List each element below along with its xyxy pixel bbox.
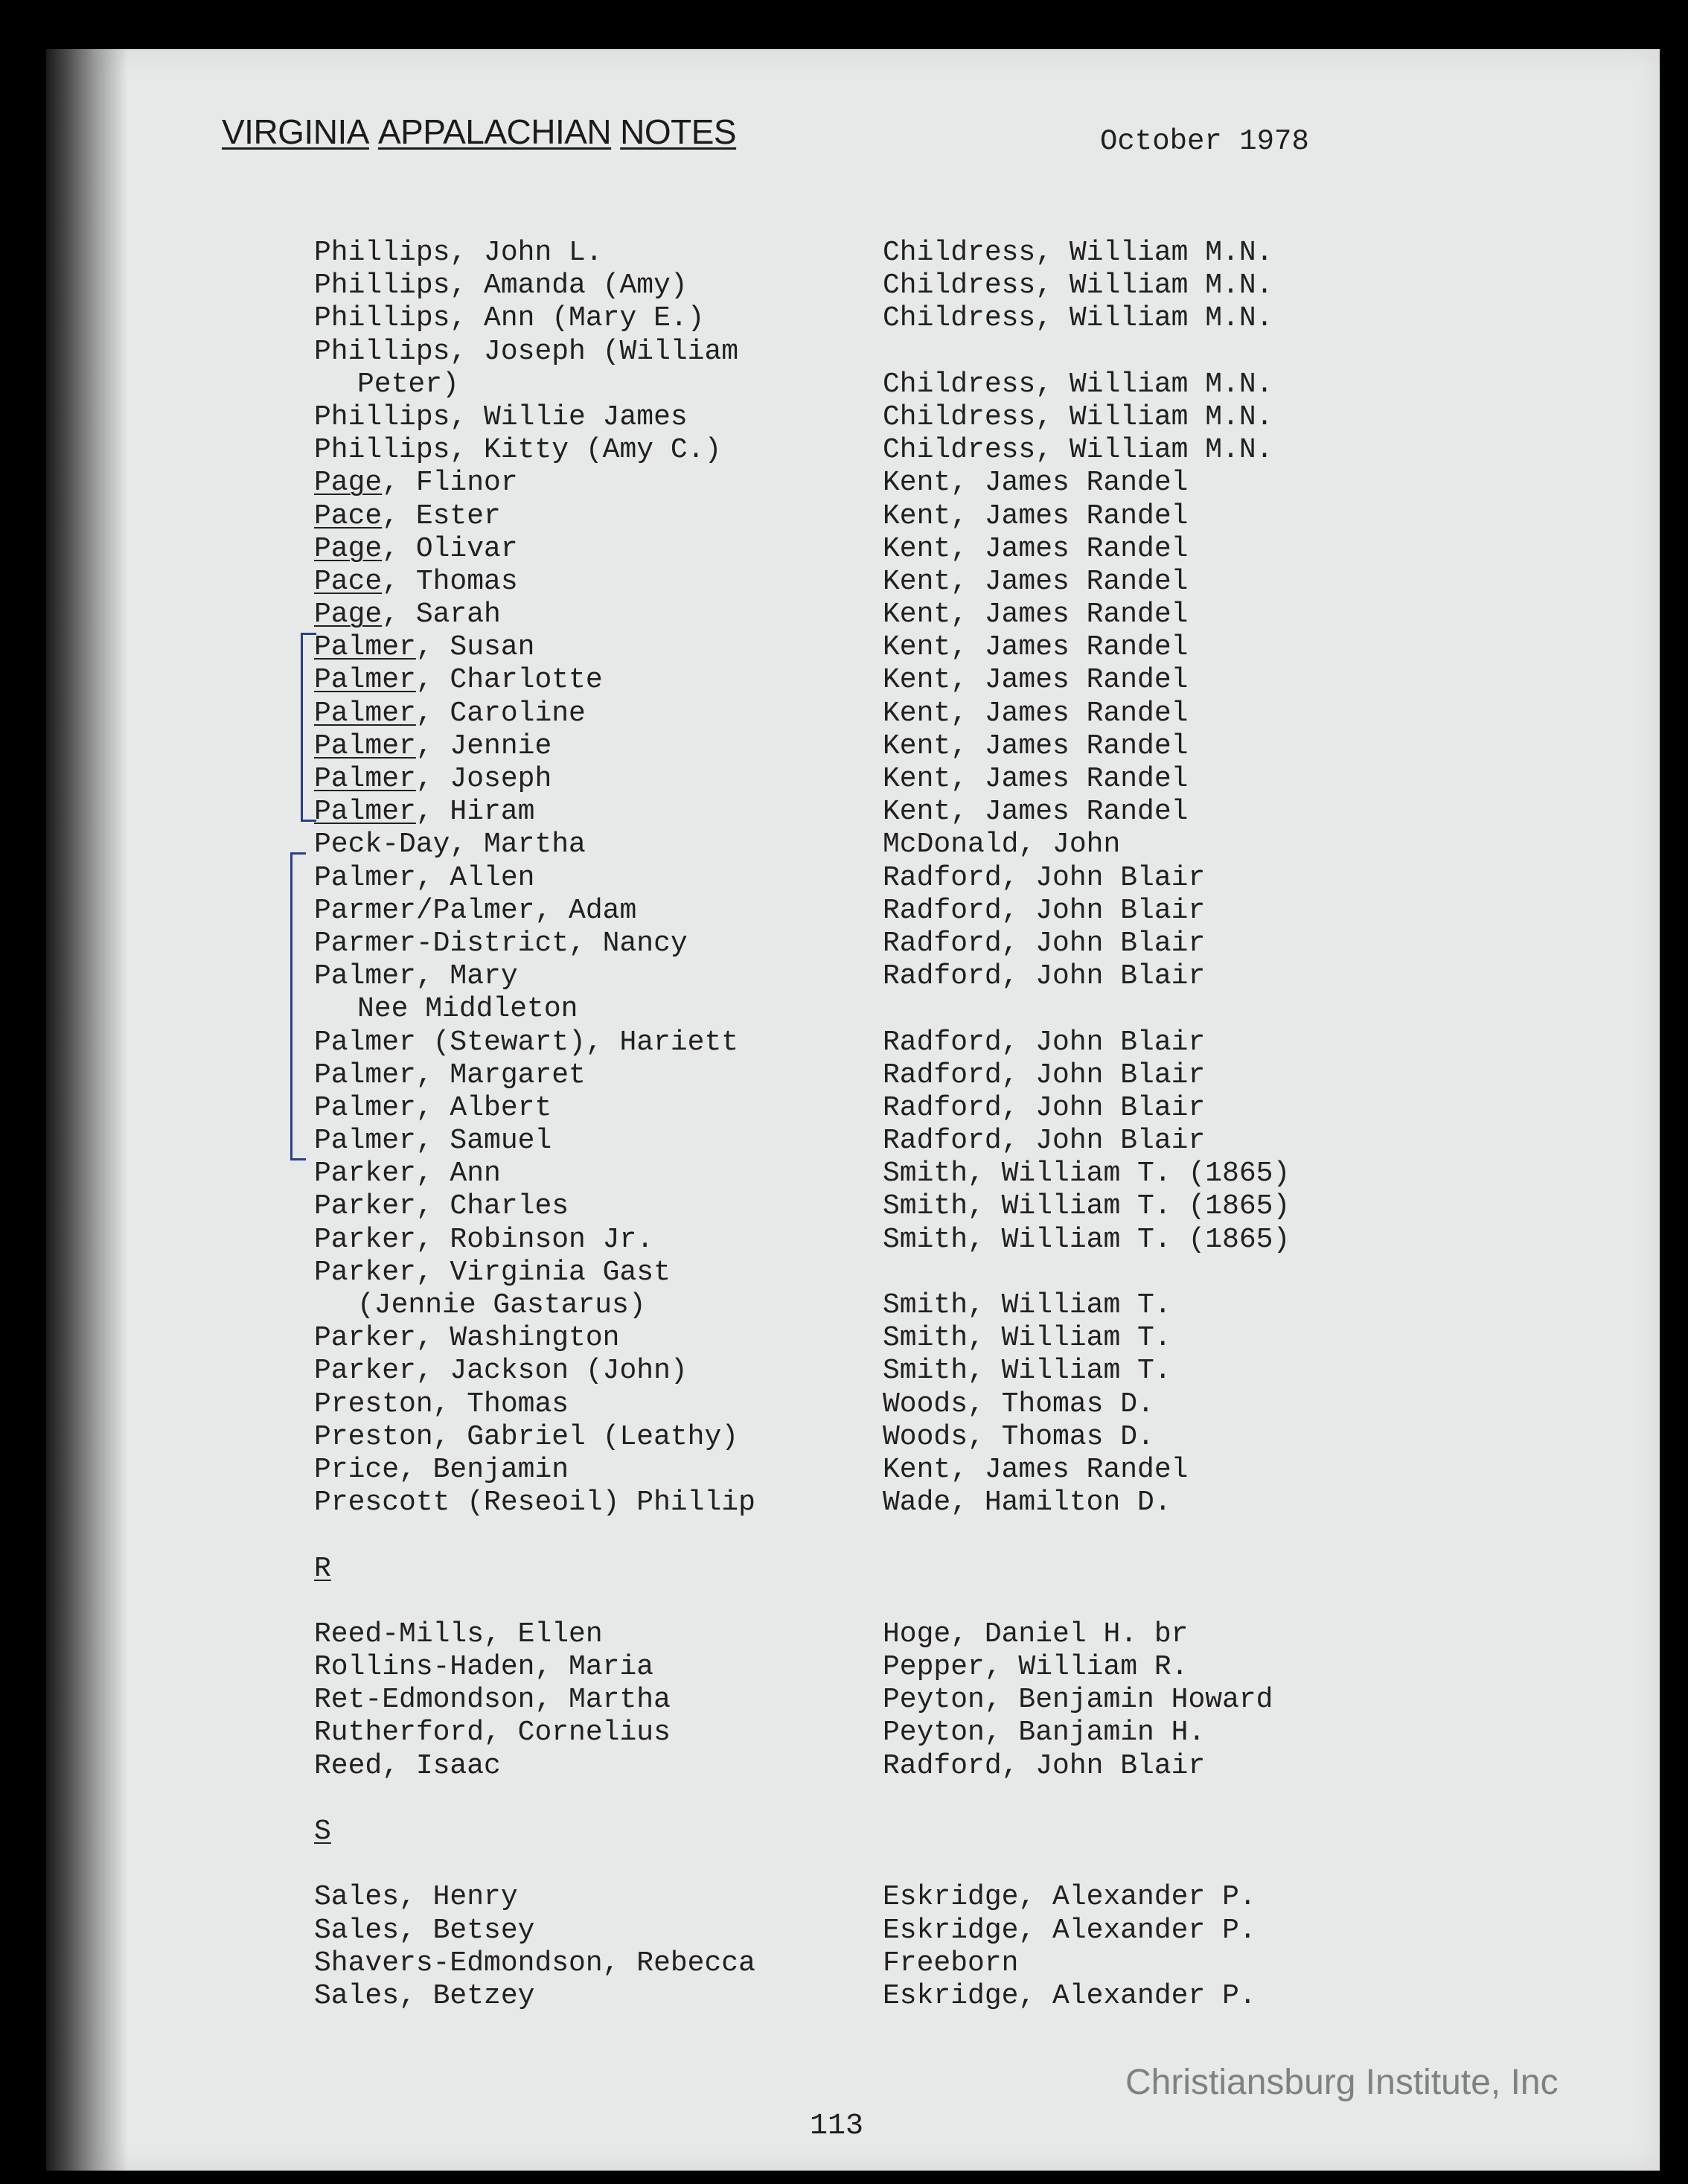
entry-owner: Eskridge, Alexander P. <box>883 1914 1256 1947</box>
entry-surname: Palmer <box>314 796 416 828</box>
entry-given-name: , Caroline <box>415 697 586 729</box>
entry-name-continued: (Jennie Gastarus) <box>357 1289 646 1321</box>
entry-owner: Childress, William M.N. <box>883 368 1273 400</box>
entry-name: Parker, Washington <box>314 1322 620 1355</box>
entry-name: Parker, Ann <box>314 1158 501 1190</box>
entry-name: Sales, Henry <box>314 1881 518 1914</box>
entry-owner: Smith, William T. (1865) <box>883 1223 1291 1256</box>
entry-owner: Childress, William M.N. <box>883 237 1273 269</box>
list-item <box>314 1453 1189 1487</box>
entry-owner: Radford, John Blair <box>883 1091 1206 1124</box>
entry-owner: Childress, William M.N. <box>883 434 1273 467</box>
entry-name-continued: Nee Middleton <box>357 993 578 1026</box>
entry-name <box>314 697 586 729</box>
entry-name: Reed-Mills, Ellen <box>314 1618 603 1650</box>
entry-owner: Peyton, Benjamin Howard <box>883 1684 1273 1717</box>
entry-owner: McDonald, John <box>883 828 1121 861</box>
list-item <box>314 796 1189 828</box>
entry-name: Rutherford, Cornelius <box>314 1717 671 1749</box>
entry-owner: Radford, John Blair <box>883 960 1206 993</box>
list-item <box>314 368 1273 401</box>
title-word: VIRGINIA <box>222 112 369 151</box>
entry-given-name: , Sarah <box>382 598 501 631</box>
entry-name <box>314 500 501 532</box>
list-item <box>314 927 1206 960</box>
entry-name: Palmer, Allen <box>314 861 535 894</box>
entry-name <box>314 566 518 598</box>
entry-owner: Eskridge, Alexander P. <box>883 1881 1256 1914</box>
entry-name: Parmer-District, Nancy <box>314 927 688 960</box>
page-number: 113 <box>810 2110 864 2143</box>
entry-owner: Smith, William T. <box>883 1322 1171 1355</box>
entry-name: Parker, Charles <box>314 1190 569 1223</box>
entry-owner: Radford, John Blair <box>883 1026 1206 1059</box>
newsletter-title <box>222 112 745 152</box>
entry-name: Rollins-Haden, Maria <box>314 1651 654 1684</box>
list-item <box>314 237 1273 269</box>
entry-surname: Palmer <box>314 664 416 697</box>
entry-owner: Smith, William T. (1865) <box>883 1158 1291 1190</box>
entry-name: Price, Benjamin <box>314 1453 569 1486</box>
s-entries <box>314 1881 1256 2013</box>
entry-owner: Radford, John Blair <box>883 927 1206 960</box>
entry-name: Parker, Virginia Gast <box>314 1256 671 1289</box>
entry-owner: Kent, James Randel <box>883 565 1189 598</box>
entry-name: Sales, Betzey <box>314 1979 535 2012</box>
entry-name: Parker, Jackson (John) <box>314 1355 688 1388</box>
entry-owner: Smith, William T. <box>883 1289 1171 1321</box>
entry-name: Parker, Robinson Jr. <box>314 1223 654 1256</box>
entry-name: Palmer (Stewart), Hariett <box>314 1026 739 1059</box>
binding-shadow <box>46 49 128 2171</box>
entry-given-name: , Jennie <box>415 729 552 762</box>
entry-name <box>314 467 518 499</box>
list-item <box>314 1355 1171 1388</box>
entry-name-continued: Peter) <box>357 368 459 400</box>
entry-name: Palmer, Albert <box>314 1091 552 1124</box>
entry-owner: Smith, William T. (1865) <box>883 1190 1291 1223</box>
list-item <box>314 532 1189 566</box>
list-item <box>314 993 578 1026</box>
name-list <box>314 237 1291 2013</box>
entry-name: Phillips, Joseph (William <box>314 335 739 368</box>
entry-owner: Childress, William M.N. <box>883 302 1273 335</box>
entry-owner: Woods, Thomas D. <box>883 1388 1154 1420</box>
entry-surname: Pace <box>314 499 383 532</box>
list-item <box>314 1947 1019 1980</box>
entry-owner: Radford, John Blair <box>883 1059 1206 1091</box>
entry-name: Palmer, Mary <box>314 960 518 993</box>
entry-surname: Palmer <box>314 697 416 729</box>
list-item <box>314 335 739 368</box>
entry-name: Phillips, John L. <box>314 237 603 269</box>
entry-name <box>314 533 518 565</box>
list-item <box>314 400 1273 434</box>
scan-edge <box>1660 22 1688 2184</box>
entry-owner: Kent, James Randel <box>883 1453 1189 1486</box>
list-item <box>314 1881 1256 1914</box>
list-item <box>314 1420 1154 1454</box>
entry-surname: Palmer <box>314 763 416 795</box>
entry-surname: Page <box>314 532 383 565</box>
entry-owner: Childress, William M.N. <box>883 269 1273 302</box>
entry-owner: Kent, James Randel <box>883 729 1189 762</box>
entry-owner: Radford, John Blair <box>883 1125 1206 1158</box>
entry-name <box>314 730 552 762</box>
list-item <box>314 1717 1206 1749</box>
entry-owner: Smith, William T. <box>883 1355 1171 1388</box>
entry-surname: Page <box>314 467 383 499</box>
entry-name: Reed, Isaac <box>314 1749 501 1782</box>
entry-name: Preston, Gabriel (Leathy) <box>314 1420 739 1453</box>
entry-name: Shavers-Edmondson, Rebecca <box>314 1947 755 1979</box>
p-entries <box>314 237 1291 1519</box>
watermark: Christiansburg Institute, Inc <box>1125 2063 1558 2102</box>
list-item <box>314 1223 1291 1257</box>
entry-given-name: , Ester <box>382 499 501 532</box>
entry-name: Phillips, Ann (Mary E.) <box>314 302 705 335</box>
section-heading-s: S <box>314 1816 331 1848</box>
entry-given-name: , Charlotte <box>415 664 603 697</box>
entry-name: Preston, Thomas <box>314 1388 569 1420</box>
entry-name: Sales, Betsey <box>314 1914 535 1947</box>
list-item <box>314 434 1273 467</box>
entry-surname: Page <box>314 598 383 631</box>
issue-date: October 1978 <box>1100 125 1309 158</box>
pen-bracket-radford <box>290 852 306 1160</box>
list-item <box>314 302 1273 335</box>
entry-name <box>314 598 501 630</box>
entry-surname: Palmer <box>314 631 416 664</box>
list-item <box>314 1651 1189 1684</box>
entry-given-name: , Hiram <box>415 796 535 828</box>
list-item <box>314 1091 1206 1125</box>
entry-name: Parmer/Palmer, Adam <box>314 894 637 927</box>
entry-owner: Kent, James Randel <box>883 763 1189 795</box>
entry-name: Ret-Edmondson, Martha <box>314 1684 671 1717</box>
entry-owner: Kent, James Randel <box>883 631 1189 664</box>
entry-name: Palmer, Margaret <box>314 1059 586 1091</box>
entry-owner: Kent, James Randel <box>883 697 1189 729</box>
list-item <box>314 1059 1206 1092</box>
entry-owner: Kent, James Randel <box>883 664 1189 697</box>
list-item <box>314 1256 671 1289</box>
entry-name <box>314 763 552 795</box>
list-item <box>314 861 1206 895</box>
entry-owner: Kent, James Randel <box>883 598 1189 631</box>
entry-owner: Peyton, Banjamin H. <box>883 1717 1206 1749</box>
entry-name: Phillips, Kitty (Amy C.) <box>314 434 722 467</box>
entry-surname: Pace <box>314 565 383 598</box>
list-item <box>314 828 1121 861</box>
entry-owner: Hoge, Daniel H. br <box>883 1618 1189 1650</box>
list-item <box>314 729 1189 763</box>
entry-owner: Kent, James Randel <box>883 467 1189 499</box>
entry-name <box>314 631 534 663</box>
entry-name <box>314 796 534 828</box>
list-item <box>314 1026 1206 1059</box>
entry-owner: Eskridge, Alexander P. <box>883 1979 1256 2012</box>
list-item <box>314 1190 1291 1223</box>
entry-given-name: , Susan <box>415 631 535 664</box>
list-item <box>314 1684 1273 1717</box>
entry-name: Palmer, Samuel <box>314 1125 552 1158</box>
entry-given-name: , Thomas <box>382 565 518 598</box>
list-item <box>314 697 1189 730</box>
list-item <box>314 1289 1171 1322</box>
entry-owner: Radford, John Blair <box>883 861 1206 894</box>
r-entries <box>314 1618 1273 1783</box>
entry-owner: Kent, James Randel <box>883 499 1189 532</box>
list-item <box>314 1618 1189 1651</box>
list-item <box>314 1125 1206 1158</box>
entry-name: Phillips, Willie James <box>314 400 688 433</box>
entry-owner: Wade, Hamilton D. <box>883 1487 1171 1519</box>
list-item <box>314 1749 1206 1783</box>
list-item <box>314 1914 1256 1947</box>
list-item <box>314 1158 1291 1190</box>
entry-name <box>314 664 603 696</box>
entry-owner: Woods, Thomas D. <box>883 1420 1154 1453</box>
list-item <box>314 269 1273 302</box>
entry-owner: Childress, William M.N. <box>883 400 1273 433</box>
list-item <box>314 1487 1171 1519</box>
list-item <box>314 499 1189 533</box>
title-word: APPALACHIAN <box>377 112 612 151</box>
list-item <box>314 631 1189 664</box>
list-item <box>314 1979 1256 2013</box>
section-heading-r: R <box>314 1552 331 1585</box>
document-page <box>46 49 1660 2171</box>
list-item <box>314 1322 1171 1355</box>
entry-given-name: , Joseph <box>415 763 552 795</box>
entry-given-name: , Flinor <box>382 467 518 499</box>
list-item <box>314 565 1189 598</box>
pen-bracket-kent <box>301 633 316 822</box>
list-item <box>314 467 1189 499</box>
entry-name: Prescott (Reseoil) Phillip <box>314 1487 755 1519</box>
entry-owner: Pepper, William R. <box>883 1651 1189 1684</box>
entry-owner: Radford, John Blair <box>883 1749 1206 1782</box>
entry-name: Phillips, Amanda (Amy) <box>314 269 688 302</box>
list-item <box>314 763 1189 796</box>
entry-given-name: , Olivar <box>382 532 518 565</box>
list-item <box>314 894 1206 927</box>
entry-owner: Freeborn <box>883 1947 1019 1979</box>
entry-surname: Palmer <box>314 729 416 762</box>
list-item <box>314 664 1189 697</box>
entry-owner: Kent, James Randel <box>883 532 1189 565</box>
entry-owner: Kent, James Randel <box>883 796 1189 828</box>
entry-name: Peck-Day, Martha <box>314 828 586 861</box>
list-item <box>314 1388 1154 1421</box>
entry-owner: Radford, John Blair <box>883 894 1206 927</box>
list-item <box>314 960 1206 993</box>
title-word: NOTES <box>620 112 737 151</box>
list-item <box>314 598 1189 631</box>
